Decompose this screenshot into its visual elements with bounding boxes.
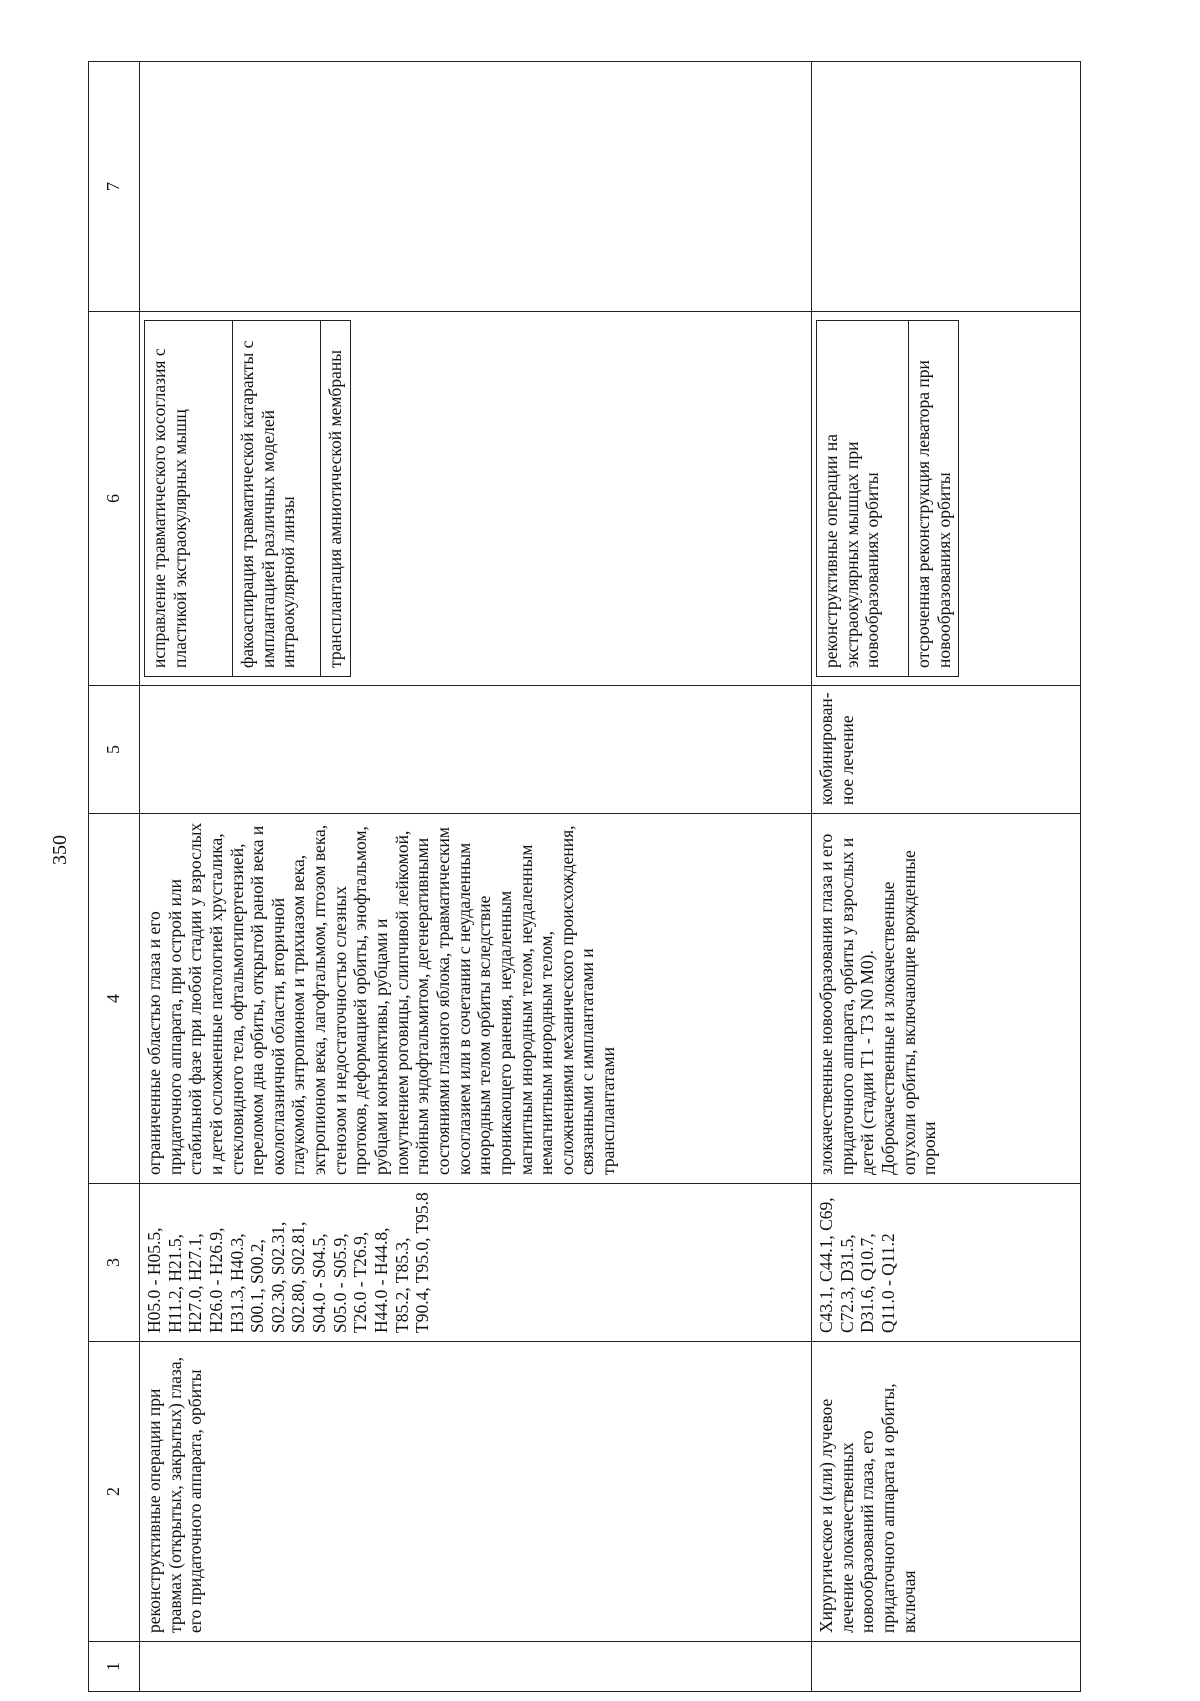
cell-icd-codes: H05.0 - H05.5, H11.2, H21.5, H27.0, H27.1, H26.0 - H26.9, H31.3, H40.3, S00.1, S00.2, S02.30, S02.31, S02.80, S02.81, S04.0 - S04.5, S05.0 - S05.9, T26.0 - T26.9, H44.0 - H44.8, T85.2, T85.3, T90.4, T95.0, T95.8 bbox=[140, 1184, 812, 1342]
cell-patient-model: ограниченные областью глаза и его придаточного аппарата, при острой или стабильной фазе при любой стадии у взрослых и детей осложненные патологией хрусталика, стекловидного тела, офтальмогипертензией, переломом дна орбиты, открытой раной века и окологлазничной области, вторичной глаукомой, энтропионом и трихиазом века, эктропионом века, лагофтальмом, птозом века, стенозом и недостаточностью слезных протоков, деформацией орбиты, энофтальмом, рубцами конъюнктивы, рубцами и помутнением роговицы, слипчивой лейкомой, гнойным эндофтальмитом, дегенеративными состояниями глазного яблока, травматическим косоглазием или в сочетании с неудаленным инородным телом орбиты вследствие проникающего ранения, неудаленным магнитным инородным телом, неудаленным немагнитным инородным телом, осложнениями механического происхождения, связанными с имплантатами и трансплантатами bbox=[140, 814, 812, 1184]
cell-methods bbox=[140, 312, 812, 686]
procedures-table bbox=[88, 61, 1081, 1692]
cell-treatment-type bbox=[140, 686, 812, 814]
cell-procedure-group: Хирургическое и (или) лучевое лечение злокачественных новообразований глаза, его придаточного аппарата и орбиты, включая bbox=[812, 1342, 1081, 1642]
header-col-5: 5 bbox=[89, 686, 140, 814]
cell-cost bbox=[140, 62, 812, 312]
table-row bbox=[812, 62, 1081, 1692]
methods-list bbox=[816, 320, 959, 677]
header-col-1: 1 bbox=[89, 1642, 140, 1692]
method-item: отсроченная реконструкция леватора при новообразованиях орбиты bbox=[909, 321, 959, 677]
header-col-6: 6 bbox=[89, 312, 140, 686]
rotated-page bbox=[88, 62, 1081, 1692]
header-col-4: 4 bbox=[89, 814, 140, 1184]
table-row bbox=[140, 62, 812, 1692]
page-number: 350 bbox=[49, 835, 71, 865]
cell-methods bbox=[812, 312, 1081, 686]
cell-patient-model: злокачественные новообразования глаза и его придаточного аппарата, орбиты у взрослых и детей (стадии T1 - T3 N0 M0). Доброкачественные и злокачественные опухоли орбиты, включающие врожденные пороки bbox=[812, 814, 1081, 1184]
method-item: реконструктивные операции на экстраокулярных мышцах при новообразованиях орбиты bbox=[817, 321, 909, 677]
method-item: факоаспирация травматической катаракты с имплантацией различных моделей интраокулярной линзы bbox=[233, 321, 321, 677]
method-item: исправление травматического косоглазия с пластикой экстраокулярных мышц bbox=[145, 321, 233, 677]
cell-treatment-type: комбинирован-ное лечение bbox=[812, 686, 1081, 814]
cell-number bbox=[812, 1642, 1081, 1692]
header-row bbox=[89, 62, 140, 1692]
header-col-2: 2 bbox=[89, 1342, 140, 1642]
methods-list bbox=[144, 320, 351, 677]
cell-icd-codes: C43.1, C44.1, C69, C72.3, D31.5, D31.6, Q10.7, Q11.0 - Q11.2 bbox=[812, 1184, 1081, 1342]
cell-procedure-group: реконструктивные операции при травмах (открытых, закрытых) глаза, его придаточного аппарата, орбиты bbox=[140, 1342, 812, 1642]
cell-cost bbox=[812, 62, 1081, 312]
header-col-7: 7 bbox=[89, 62, 140, 312]
cell-number bbox=[140, 1642, 812, 1692]
header-col-3: 3 bbox=[89, 1184, 140, 1342]
method-item: трансплантация амниотической мембраны bbox=[321, 321, 351, 677]
